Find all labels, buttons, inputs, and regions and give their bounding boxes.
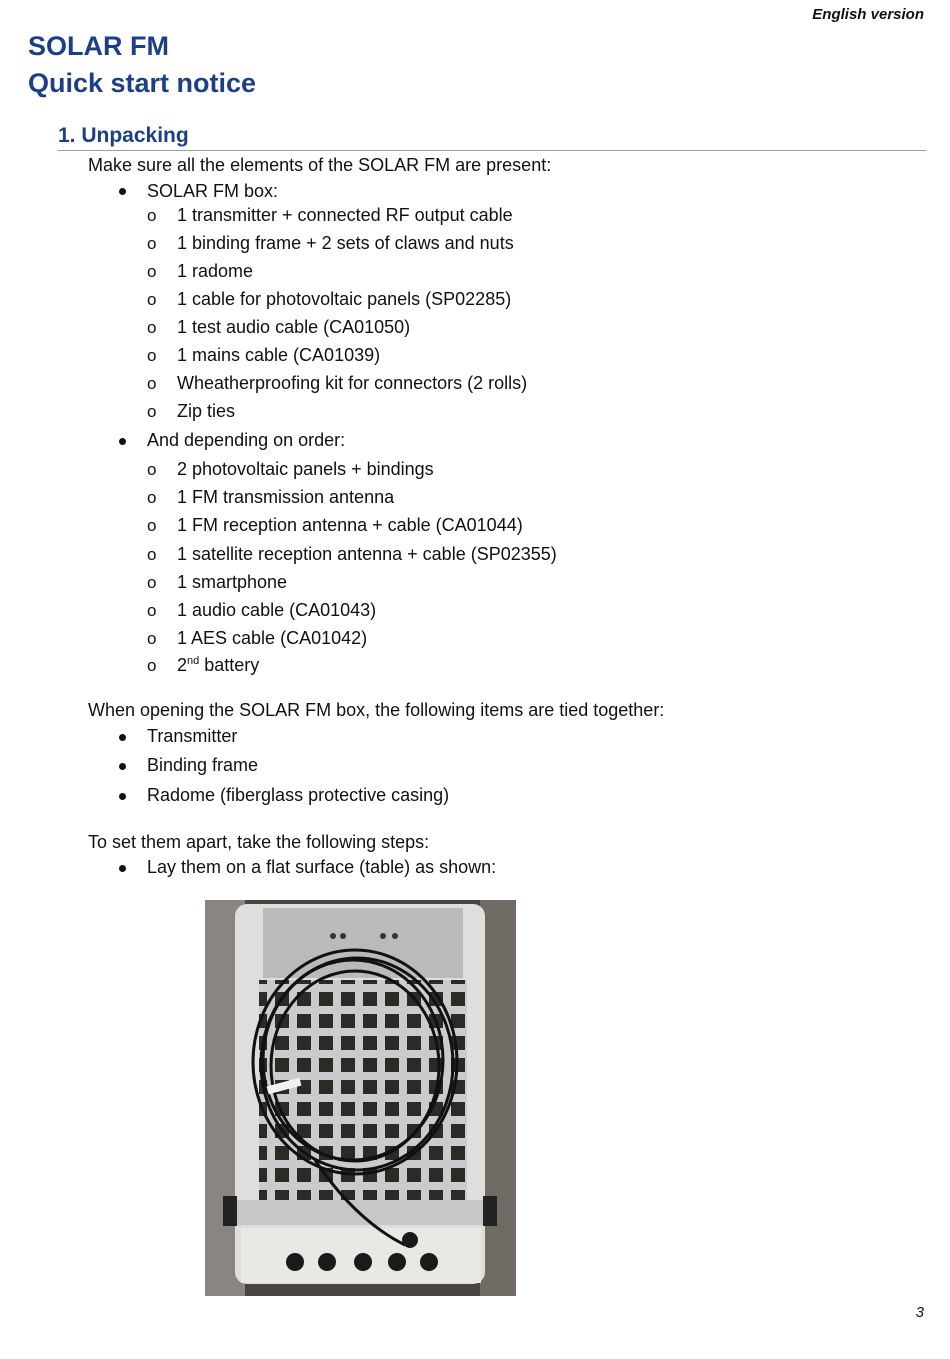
document-title (28, 28, 256, 102)
list-item-battery: 2nd battery (177, 655, 260, 675)
list-item: 1 binding frame + 2 sets of claws and nuts (177, 233, 514, 253)
list-item: 1 FM transmission antenna (177, 487, 395, 508)
bullet (119, 793, 126, 800)
list-item: SOLAR FM box: (147, 181, 279, 201)
list-item: 1 audio cable (CA01043) (177, 600, 377, 620)
circle-marker: o (147, 318, 157, 337)
circle-marker: o (147, 290, 157, 309)
transmitter-illustration (205, 900, 516, 1296)
list-item: 1 satellite reception antenna + cable (SP02355) (177, 543, 557, 564)
list-item: 1 transmitter + connected RF output cable (177, 205, 513, 225)
list-item: 1 radome (177, 261, 254, 281)
version-label: English version (812, 6, 924, 23)
bullet (119, 763, 126, 770)
bullet (119, 734, 126, 741)
list-item: Binding frame (147, 755, 259, 776)
circle-marker: o (147, 516, 157, 536)
circle-marker: o (147, 544, 157, 564)
bullet (119, 188, 126, 195)
steps-text: To set them apart, take the following steps: (88, 832, 430, 852)
circle-marker: o (147, 601, 157, 620)
circle-marker: o (147, 346, 157, 365)
title-line-2: Quick start notice (28, 68, 257, 98)
list-item: Lay them on a flat surface (table) as shown: (147, 857, 497, 877)
list-item: Transmitter (147, 726, 238, 746)
list-item: 2 photovoltaic panels + bindings (177, 459, 434, 479)
circle-marker: o (147, 262, 157, 281)
circle-marker: o (147, 488, 157, 508)
transmitter-photo (205, 900, 516, 1296)
title-line-1: SOLAR FM (28, 31, 169, 61)
circle-marker: o (147, 234, 157, 253)
list-item: 1 smartphone (177, 571, 288, 592)
list-item: 1 mains cable (CA01039) (177, 345, 381, 365)
list-item: 1 cable for photovoltaic panels (SP02285) (177, 289, 512, 309)
list-item: 1 FM reception antenna + cable (CA01044) (177, 515, 523, 536)
circle-marker: o (147, 460, 157, 479)
circle-marker: o (147, 206, 157, 225)
circle-marker: o (147, 572, 157, 592)
page-number: 3 (915, 1304, 924, 1321)
circle-marker: o (147, 629, 157, 649)
circle-marker: o (147, 402, 157, 421)
circle-marker: o (147, 374, 157, 393)
list-item: And depending on order: (147, 430, 346, 450)
bullet (119, 865, 126, 872)
list-item: Zip ties (177, 401, 236, 421)
list-item: Wheatherproofing kit for connectors (2 rolls) (177, 373, 528, 393)
section-heading: 1. Unpacking (58, 124, 926, 151)
bullet (119, 438, 126, 445)
list-item: 1 AES cable (CA01042) (177, 628, 368, 649)
list-item: Radome (fiberglass protective casing) (147, 784, 450, 805)
circle-marker: o (147, 656, 157, 675)
opening-text: When opening the SOLAR FM box, the following items are tied together: (88, 700, 665, 720)
intro-text: Make sure all the elements of the SOLAR FM are present: (88, 155, 552, 175)
list-item: 1 test audio cable (CA01050) (177, 317, 411, 337)
